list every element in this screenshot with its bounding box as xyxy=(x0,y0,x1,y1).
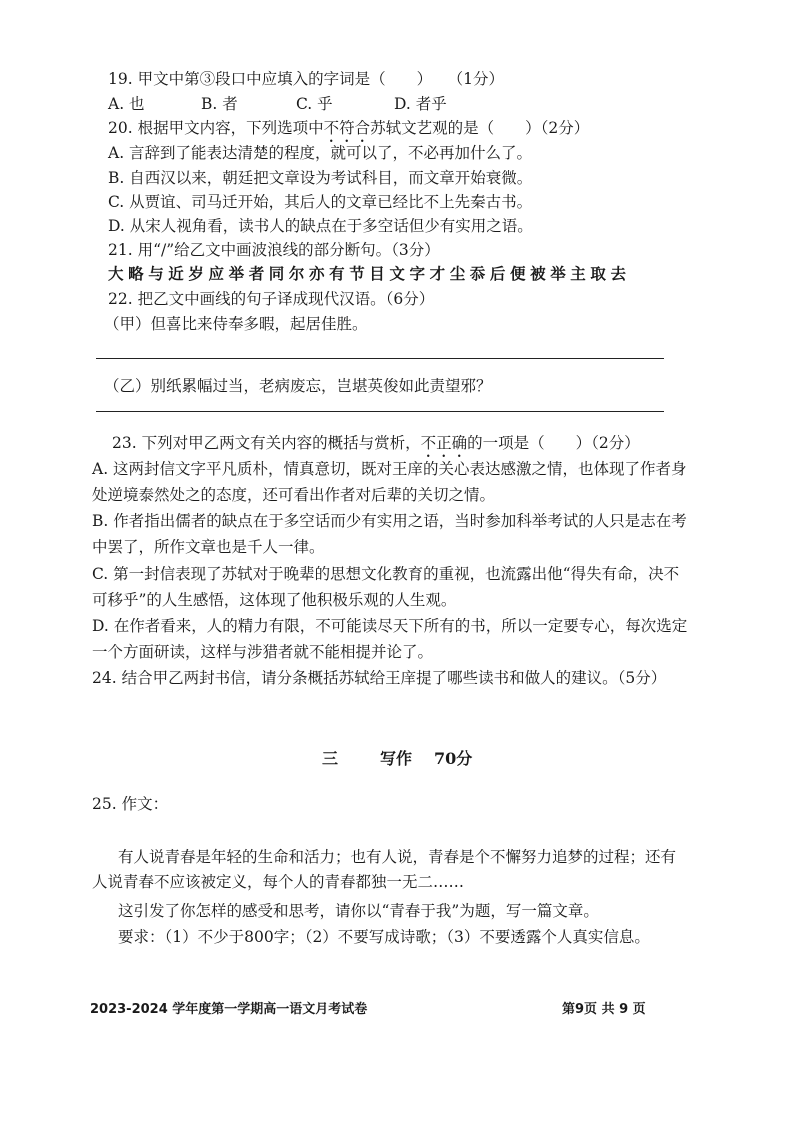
section-score: 70分 xyxy=(434,749,473,768)
q25-requirements: 要求：（1）不少于800字；（2）不要写成诗歌；（3）不要透露个人真实信息。 xyxy=(118,928,650,946)
q22-sentence-a: （甲）但喜比来侍奉多暇，起居佳胜。 xyxy=(104,315,368,333)
q20-option-d: D. 从宋人视角看，读书人的缺点在于多空话但少有实用之语。 xyxy=(108,217,533,235)
q25-instruction: 这引发了你怎样的感受和思考，请你以“青春于我”为题，写一篇文章。 xyxy=(118,902,599,920)
q24-stem: 24. 结合甲乙两封书信，请分条概括苏轼给王庠提了哪些读书和做人的建议。（5分） xyxy=(92,669,667,687)
q23-option-a-line2: 处逆境泰然处之的态度，还可看出作者对后辈的关切之情。 xyxy=(92,486,496,504)
q21-text: 大略与近岁应举者同尔亦有节目文字才尘忝后便被举主取去 xyxy=(108,264,631,283)
q19-option-b: B. 者 xyxy=(201,95,238,113)
q22-sentence-b: （乙）别纸累幅过当，老病废忘，岂堪英俊如此责望邪？ xyxy=(104,377,492,395)
q19-option-a: A. 也 xyxy=(108,95,145,113)
q19-option-d: D. 者乎 xyxy=(394,95,447,113)
q20-option-a: A. 言辞到了能表达清楚的程度，就可以了，不必再加什么了。 xyxy=(108,144,533,162)
q23-option-b-line2: 中罢了，所作文章也是千人一律。 xyxy=(92,538,325,556)
q20-stem-post: 苏轼文艺观的是（ ）（2分） xyxy=(370,119,590,137)
q23-option-c-line1: C. 第一封信表现了苏轼对于晚辈的思想文化教育的重视，也流露出他“得失有命，决不 xyxy=(92,565,680,583)
q20-stem-emphasis: 不符合 xyxy=(323,119,371,137)
q25-prompt-line2: 人说青春不应该被定义，每个人的青春都独一无二…… xyxy=(92,873,465,891)
footer-page-number: 第9页 共 9 页 xyxy=(562,1002,646,1017)
q20-option-b: B. 自西汉以来，朝廷把文章设为考试科目，而文章开始衰微。 xyxy=(108,169,533,187)
q19-options xyxy=(108,93,447,115)
footer-exam-title: 2023-2024 学年度第一学期高一语文月考试卷 xyxy=(90,1002,368,1017)
q20-option-c: C. 从贾谊、司马迁开始，其后人的文章已经比不上先秦古书。 xyxy=(108,193,533,211)
q25-prompt-line1: 有人说青春是年轻的生命和活力；也有人说，青春是个不懈努力追梦的过程；还有 xyxy=(118,848,677,866)
q19-option-c: C. 乎 xyxy=(296,95,333,113)
section-number: 三 xyxy=(322,749,339,768)
q25-label: 25. 作文： xyxy=(92,795,169,813)
answer-line-a xyxy=(96,358,664,359)
q23-option-d-line1: D. 在作者看来，人的精力有限，不可能读尽天下所有的书，所以一定要专心，每次选定 xyxy=(92,617,688,635)
q23-option-c-line2: 可移乎”的人生感悟，这体现了他积极乐观的人生观。 xyxy=(92,591,457,609)
section-name: 写作 xyxy=(380,749,413,768)
q20-stem-pre: 20. 根据甲文内容，下列选项中 xyxy=(108,119,324,137)
q23-option-b-line1: B. 作者指出儒者的缺点在于多空话而少有实用之语，当时参加科举考试的人只是志在考 xyxy=(92,512,687,530)
q23-option-d-line2: 一个方面研读，这样与涉猎者就不能相提并论了。 xyxy=(92,643,434,661)
q21-stem: 21. 用“/”给乙文中画波浪线的部分断句。（3分） xyxy=(108,241,440,259)
q22-stem: 22. 把乙文中画线的句子译成现代汉语。（6分） xyxy=(108,290,435,308)
q23-stem-emphasis: 不正确 xyxy=(420,434,468,452)
q23-stem xyxy=(112,432,640,461)
q19-stem: 19. 甲文中第③段口中应填入的字词是（ ） （1分） xyxy=(108,70,504,88)
q23-option-a-line1: A. 这两封信文字平凡质朴，情真意切，既对王庠的关心表达感激之情，也体现了作者身 xyxy=(92,460,687,478)
answer-line-b xyxy=(96,411,664,412)
q23-stem-pre: 23. 下列对甲乙两文有关内容的概括与赏析， xyxy=(112,434,421,452)
section-heading xyxy=(322,746,472,769)
q23-stem-post: 的一项是（ ）（2分） xyxy=(467,434,640,452)
